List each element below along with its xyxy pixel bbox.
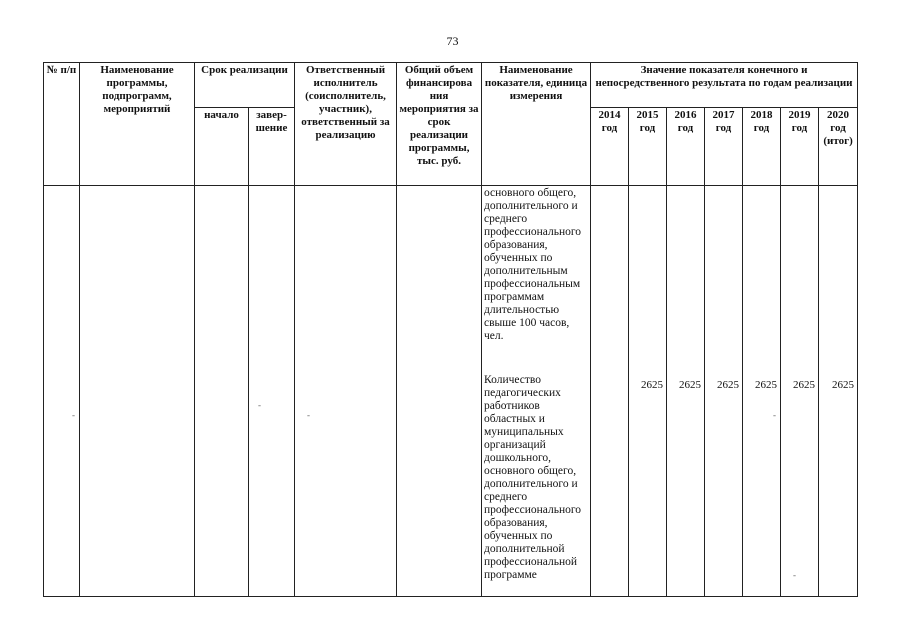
indicator-text-2: Количество педагогических работников областных и муниципальных организаций дошкольного, основного общего, дополнительного и среднего профессионального образования, обученных по дополнительной профессиональной программе xyxy=(484,374,582,581)
cell-volume xyxy=(397,186,482,597)
header-year-2015: 2015 год xyxy=(629,108,667,186)
header-year-2019: 2019 год xyxy=(781,108,819,186)
cell-executor xyxy=(295,186,397,597)
header-values: Значение показателя конечного и непосредственного результата по годам реализации xyxy=(591,63,858,108)
header-executor: Ответственный исполнитель (соисполнитель, участник), ответственный за реализацию xyxy=(295,63,397,186)
cell-term-start xyxy=(195,186,249,597)
cell-value-2020: 2625 xyxy=(819,186,858,597)
cell-value-2014 xyxy=(591,186,629,597)
cell-value-2015: 2625 xyxy=(629,186,667,597)
cell-value-2016: 2625 xyxy=(667,186,705,597)
header-year-2020: 2020 год (итог) xyxy=(819,108,858,186)
program-table xyxy=(43,62,858,597)
header-year-2018: 2018 год xyxy=(743,108,781,186)
dash-mark: - xyxy=(307,410,310,420)
header-year-2014: 2014 год xyxy=(591,108,629,186)
header-indicator: Наименование показателя, единица измерения xyxy=(482,63,591,186)
cell-value-2019: 2625 xyxy=(781,186,819,597)
header-volume: Общий объем финансирова ния мероприятия за срок реализации программы, тыс. руб. xyxy=(397,63,482,186)
dash-mark: - xyxy=(72,410,75,420)
cell-indicator xyxy=(482,186,591,597)
table-row xyxy=(44,186,858,597)
header-year-2016: 2016 год xyxy=(667,108,705,186)
cell-number xyxy=(44,186,80,597)
cell-value-2018: 2625 xyxy=(743,186,781,597)
header-program-name: Наименование программы, подпрограмм, мероприятий xyxy=(80,63,195,186)
header-term: Срок реализации xyxy=(195,63,295,108)
cell-program-name xyxy=(80,186,195,597)
dash-mark: - xyxy=(773,410,776,420)
cell-value-2017: 2625 xyxy=(705,186,743,597)
dash-mark: - xyxy=(793,570,796,580)
header-year-2017: 2017 год xyxy=(705,108,743,186)
cell-term-end xyxy=(249,186,295,597)
indicator-text-1: основного общего, дополнительного и среднего профессионального образования, обученных по дополнительным профессиональным программам длительностью свыше 100 часов, чел. xyxy=(484,187,582,342)
header-number: № п/п xyxy=(44,63,80,186)
header-term-start: начало xyxy=(195,108,249,186)
page-number: 73 xyxy=(446,34,459,48)
dash-mark: - xyxy=(258,400,261,410)
header-term-end: завер-шение xyxy=(249,108,295,186)
